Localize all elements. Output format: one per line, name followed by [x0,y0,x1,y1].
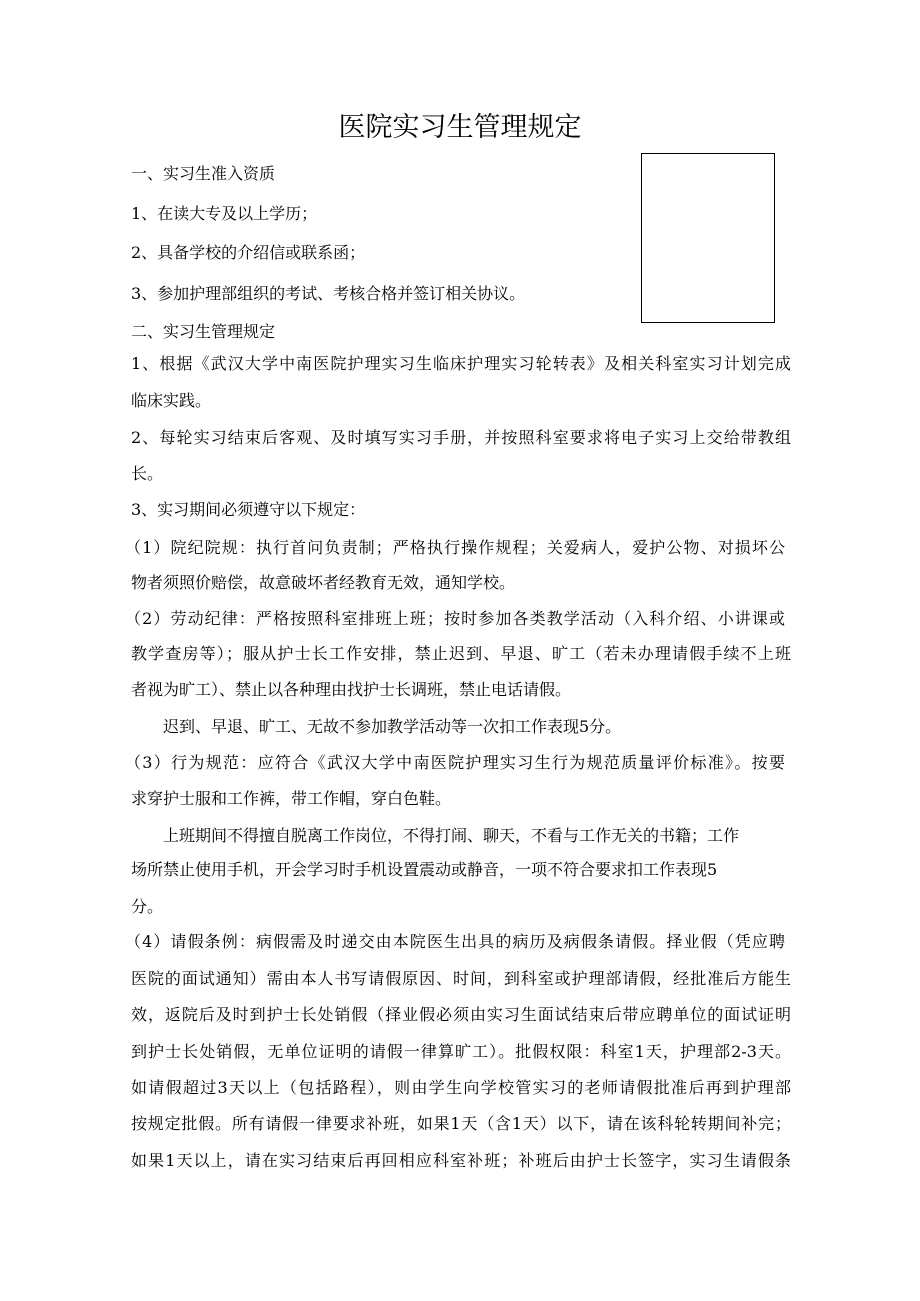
paragraph-line: 上班期间不得擅自脱离工作岗位，不得打闹、聊天，不看与工作无关的书籍；工作 [163,826,740,845]
paragraph-line: 按规定批假。所有请假一律要求补班，如果1天（含1天）以下，请在该科轮转期间补完； [131,1114,791,1133]
paragraph-line: 1、根据《武汉大学中南医院护理实习生临床护理实习轮转表》及相关科室实习计划完成 [131,354,791,373]
paragraph-line: 如果1天以上，请在实习结束后再回相应科室补班；补班后由护士长签字，实习生请假条 [131,1151,791,1170]
paragraph-line: 物者须照价赔偿，故意破坏者经教育无效，通知学校。 [131,573,516,592]
paragraph-line: 2、具备学校的介绍信或联系函； [131,243,366,262]
paragraph-line: 3、参加护理部组织的考试、考核合格并签订相关协议。 [131,284,526,303]
paragraph-line: 2、每轮实习结束后客观、及时填写实习手册，并按照科室要求将电子实习上交给带教组 [131,428,791,447]
paragraph-line: 临床实践。 [131,391,212,410]
photo-placeholder-box [641,153,775,323]
document-title: 医院实习生管理规定 [338,112,582,143]
paragraph-line: 效，返院后及时到护士长处销假（择业假必须由实习生面试结束后带应聘单位的面试证明 [131,1005,791,1024]
paragraph-line: （4）请假条例：病假需及时递交由本院医生出具的病历及病假条请假。择业假（凭应聘 [125,932,785,951]
paragraph-line: 到护士长处销假，无单位证明的请假一律算旷工）。批假权限：科室1天，护理部2-3天。 [131,1042,791,1061]
paragraph-line: （1）院纪院规：执行首问负责制；严格执行操作规程；关爱病人，爱护公物、对损坏公 [125,538,785,557]
paragraph-line: 3、实习期间必须遵守以下规定： [131,500,366,519]
paragraph-line: 如请假超过3天以上（包括路程），则由学生向学校管实习的老师请假批准后再到护理部 [131,1078,791,1097]
paragraph-line: 迟到、早退、旷工、无故不参加教学活动等一次扣工作表现5分。 [163,717,622,736]
section-heading-admission: 一、实习生准入资质 [131,164,276,183]
paragraph-line: 场所禁止使用手机，开会学习时手机设置震动或静音，一项不符合要求扣工作表现5 [131,860,718,879]
paragraph-line: （2）劳动纪律：严格按照科室排班上班；按时参加各类教学活动（入科介绍、小讲课或 [125,609,785,628]
paragraph-line: （3）行为规范：应符合《武汉大学中南医院护理实习生行为规范质量评价标准》。按要 [125,753,785,772]
paragraph-line: 求穿护士服和工作裤，带工作帽，穿白色鞋。 [131,789,452,808]
paragraph-line: 长。 [131,464,164,483]
paragraph-line: 者视为旷工）、禁止以各种理由找护士长调班，禁止电话请假。 [131,680,572,699]
paragraph-line: 医院的面试通知）需由本人书写请假原因、时间，到科室或护理部请假，经批准后方能生 [131,969,791,988]
section-heading-management: 二、实习生管理规定 [131,322,276,341]
paragraph-line: 分。 [131,897,164,916]
paragraph-line: 教学查房等）；服从护士长工作安排，禁止迟到、早退、旷工（若未办理请假手续不上班 [131,644,791,663]
paragraph-line: 1、在读大专及以上学历； [131,204,318,223]
